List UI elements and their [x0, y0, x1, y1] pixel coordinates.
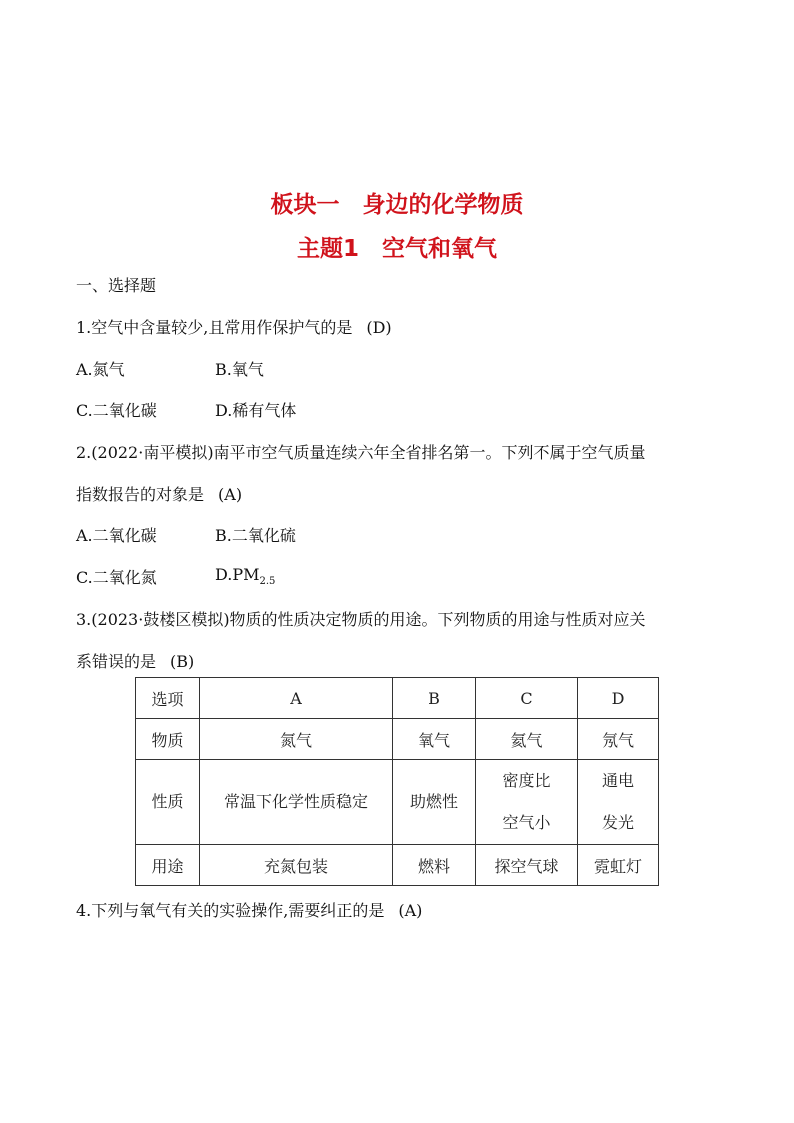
table-cell: 常温下化学性质稳定: [200, 760, 393, 845]
table-cell: 氦气: [476, 719, 578, 760]
question-2: [76, 482, 242, 505]
header-cell: A: [200, 678, 393, 719]
table-cell: 充氮包装: [200, 845, 393, 886]
table-row-substance: [136, 719, 659, 760]
table-cell: [476, 760, 578, 845]
cell-line: 密度比: [502, 771, 551, 790]
table-header-row: [136, 678, 659, 719]
cell-line: 通电: [601, 771, 634, 790]
question-1: [76, 315, 392, 338]
topic-title: 主题1 空气和氧气: [296, 236, 497, 262]
question-4-answer: (A): [398, 901, 423, 920]
property-use-table: [135, 677, 659, 886]
table-cell: [578, 760, 659, 845]
table-cell: 探空气球: [476, 845, 578, 886]
question-3-stem-line1: 3.(2023·鼓楼区模拟)物质的性质决定物质的用途。下列物质的用途与性质对应关: [76, 610, 646, 629]
table-cell: 物质: [136, 719, 200, 760]
question-2-stem-line1: 2.(2022·南平模拟)南平市空气质量连续六年全省排名第一。下列不属于空气质量: [76, 443, 646, 462]
table-cell: 用途: [136, 845, 200, 886]
question-3-answer: (B): [170, 652, 195, 671]
q1-option-b: B.氧气: [215, 360, 264, 379]
q2-option-a: A.二氧化碳: [76, 526, 157, 545]
question-4: [76, 898, 422, 921]
question-2-stem-line2: 指数报告的对象是: [76, 485, 205, 504]
question-4-stem: 4.下列与氧气有关的实验操作,需要纠正的是: [76, 901, 385, 920]
q2-option-d-subscript: 2.5: [259, 576, 276, 588]
question-3: [76, 649, 194, 672]
question-1-stem: 1.空气中含量较少,且常用作保护气的是: [76, 318, 353, 337]
q2-option-d: [215, 565, 275, 587]
cell-line: 空气小: [502, 813, 551, 832]
q2-option-c: C.二氧化氮: [76, 568, 157, 587]
table-row-property: [136, 760, 659, 845]
table-cell: 氖气: [578, 719, 659, 760]
question-2-answer: (A): [218, 485, 243, 504]
header-cell: 选项: [136, 678, 200, 719]
question-3-stem-line2: 系错误的是: [76, 652, 157, 671]
table-cell: 助燃性: [393, 760, 476, 845]
q1-option-d: D.稀有气体: [215, 401, 297, 420]
cell-line: 发光: [601, 813, 634, 832]
header-cell: C: [476, 678, 578, 719]
table-cell: 霓虹灯: [578, 845, 659, 886]
table-cell: 燃料: [393, 845, 476, 886]
question-1-answer: (D): [366, 318, 392, 337]
table-cell: 氮气: [200, 719, 393, 760]
q2-option-d-text: D.PM: [215, 565, 260, 584]
q1-option-c: C.二氧化碳: [76, 401, 157, 420]
chapter-title: 板块一 身边的化学物质: [270, 192, 524, 218]
table-row-use: [136, 845, 659, 886]
section-heading: 一、选择题: [76, 276, 157, 295]
table-cell: 性质: [136, 760, 200, 845]
table-cell: 氧气: [393, 719, 476, 760]
header-cell: B: [393, 678, 476, 719]
header-cell: D: [578, 678, 659, 719]
q2-option-b: B.二氧化硫: [215, 526, 296, 545]
q1-option-a: A.氮气: [76, 360, 125, 379]
